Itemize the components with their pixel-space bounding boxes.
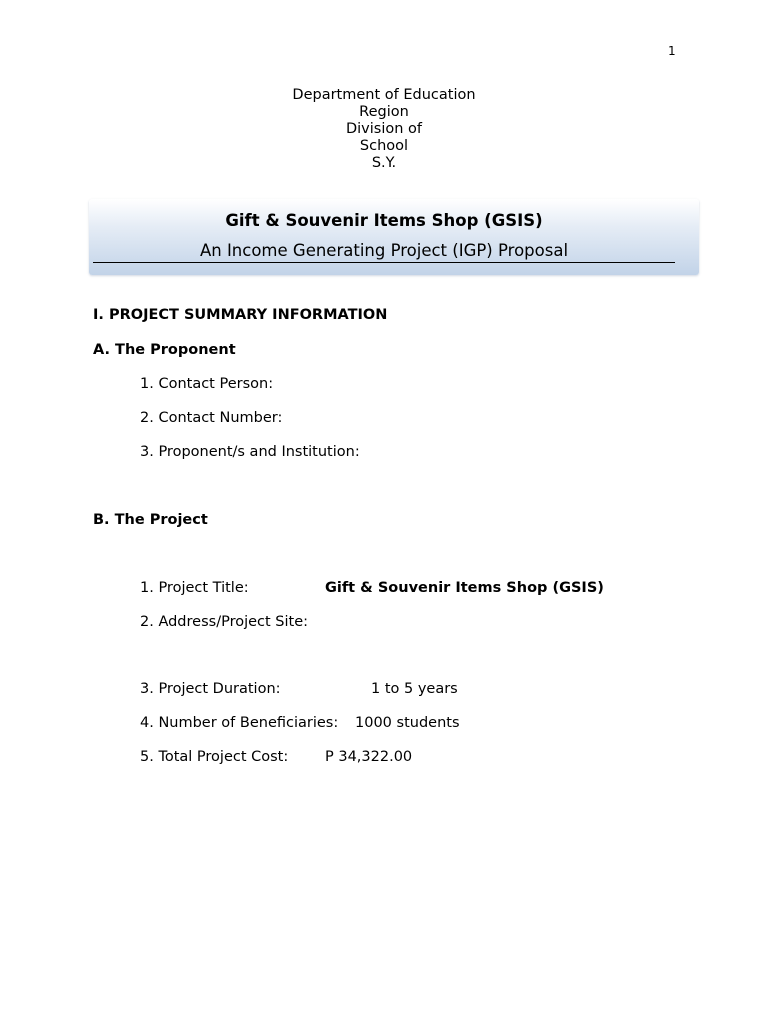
project-duration-value: 1 to 5 years	[371, 681, 458, 697]
beneficiaries-label: 4. Number of Beneficiaries:	[140, 715, 339, 731]
total-cost-label: 5. Total Project Cost:	[140, 749, 289, 765]
title-underline	[93, 262, 675, 263]
header-division: Division of	[345, 121, 423, 137]
project-site-label: 2. Address/Project Site:	[140, 614, 309, 630]
title-band	[89, 199, 699, 275]
beneficiaries-value: 1000 students	[355, 715, 460, 731]
header-school-year: S.Y.	[371, 155, 397, 171]
section-heading: I. PROJECT SUMMARY INFORMATION	[93, 307, 388, 323]
proponent-heading: A. The Proponent	[93, 342, 236, 358]
header-department: Department of Education	[292, 87, 476, 103]
project-duration-label: 3. Project Duration:	[140, 681, 281, 697]
project-title-value: Gift & Souvenir Items Shop (GSIS)	[325, 580, 604, 596]
page-number: 1	[668, 44, 676, 58]
project-heading: B. The Project	[93, 512, 208, 528]
document-subtitle: An Income Generating Project (IGP) Proposal	[199, 241, 569, 260]
project-title-label: 1. Project Title:	[140, 580, 249, 596]
contact-number-label: 2. Contact Number:	[140, 410, 283, 426]
header-region: Region	[359, 104, 409, 120]
contact-person-label: 1. Contact Person:	[140, 376, 274, 392]
header-school: School	[359, 138, 409, 154]
total-cost-value: P 34,322.00	[325, 749, 413, 765]
proponent-institution-label: 3. Proponent/s and Institution:	[140, 444, 360, 460]
document-header	[0, 87, 768, 172]
document-title: Gift & Souvenir Items Shop (GSIS)	[225, 211, 543, 230]
